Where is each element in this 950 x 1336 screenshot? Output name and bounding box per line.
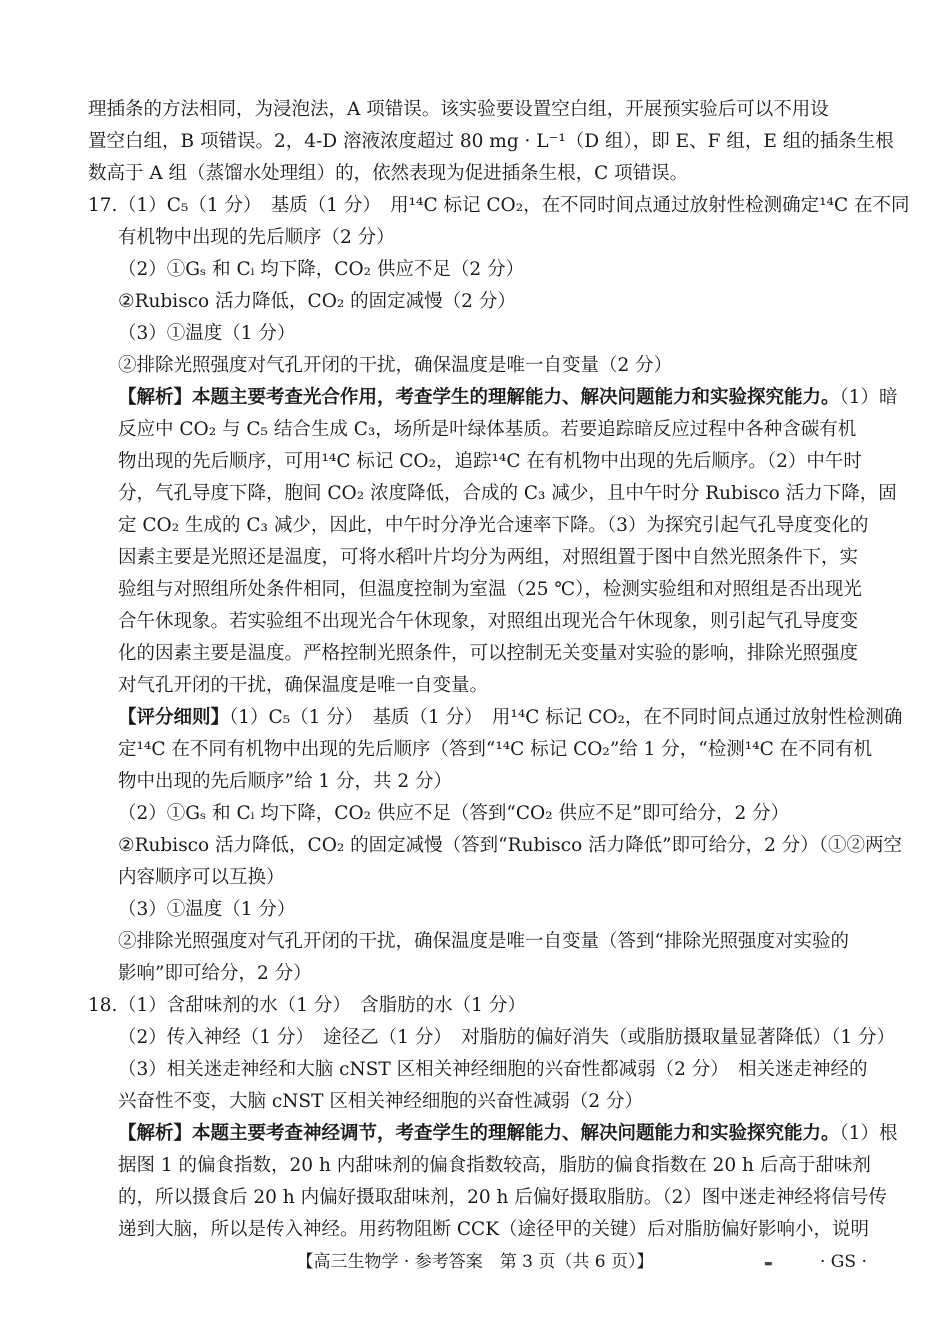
- text-segment: （1）暗: [839, 387, 898, 408]
- text-line: ②排除光照强度对气孔开闭的干扰，确保温度是唯一自变量（答到“排除光照强度对实验的: [118, 931, 849, 952]
- text-line: 因素主要是光照还是温度，可将水稻叶片均分为两组，对照组置于图中自然光照条件下，实: [118, 547, 859, 568]
- page-footer: [0, 1250, 950, 1274]
- text-line: （3）①温度（1 分）: [118, 899, 296, 920]
- text-line: 反应中 CO₂ 与 C₅ 结合生成 C₃，场所是叶绿体基质。若要追踪暗反应过程中各种含碳有机: [118, 419, 857, 440]
- text-line: （2）①Gₛ 和 Cᵢ 均下降，CO₂ 供应不足（2 分）: [118, 259, 525, 280]
- analysis-intro: 本题主要考查光合作用，考查学生的理解能力、解决问题能力和实验探究能力。: [192, 387, 840, 408]
- text-line: ②排除光照强度对气孔开闭的干扰，确保温度是唯一自变量（2 分）: [118, 355, 673, 376]
- text-line: 合午休现象。若实验组不出现光合午休现象，对照组出现光合午休现象，则引起气孔导度变: [118, 611, 859, 632]
- text-line: 化的因素主要是温度。严格控制光照条件，可以控制无关变量对实验的影响，排除光照强度: [118, 643, 859, 664]
- text-segment: （1）C₅（1 分） 基质（1 分） 用¹⁴C 标记 CO₂，在不同时间点通过放射性检测确: [229, 707, 903, 728]
- text-line: 验组与对照组所处条件相同，但温度控制为室温（25 ℃），检测实验组和对照组是否出现光: [118, 579, 862, 600]
- text-line: 内容顺序可以互换）: [118, 867, 285, 888]
- text-line: 置空白组，B 项错误。2，4-D 溶液浓度超过 80 mg · L⁻¹（D 组），即 E、F 组，E 组的插条生根: [88, 131, 894, 152]
- question-17-line: [88, 190, 910, 222]
- text-line: 递到大脑，所以是传入神经。用药物阻断 CCK（途径甲的关键）后对脂肪偏好影响小，说明: [118, 1219, 870, 1240]
- text-line: （3）相关迷走神经和大脑 cNST 区相关神经细胞的兴奋性都减弱（2 分） 相关迷走神经的: [118, 1059, 868, 1080]
- scoring-heading-line: [88, 702, 903, 734]
- scoring-label: 【评分细则】: [118, 707, 230, 728]
- text-line: 据图 1 的偏食指数，20 h 内甜味剂的偏食指数较高，脂肪的偏食指数在 20 h 后高于甜味剂: [118, 1155, 871, 1176]
- question-number: 17.: [88, 195, 118, 216]
- text-line: （1）含甜味剂的水（1 分） 含脂肪的水（1 分）: [118, 995, 526, 1016]
- text-line: ②Rubisco 活力降低，CO₂ 的固定减慢（答到“Rubisco 活力降低”即可给分，2 分）（①②两空: [118, 835, 902, 856]
- text-line: 物出现的先后顺序，可用¹⁴C 标记 CO₂，追踪¹⁴C 在有机物中出现的先后顺序。（2）中午时: [118, 451, 862, 472]
- text-line: （1）C₅（1 分） 基质（1 分） 用¹⁴C 标记 CO₂，在不同时间点通过放射性检测确定¹⁴C 在不同: [118, 195, 910, 216]
- analysis-heading-line: [88, 1118, 898, 1150]
- text-line: 分，气孔导度下降，胞间 CO₂ 浓度降低，合成的 C₃ 减少，且中午时分 Rubisco 活力下降，固: [118, 483, 897, 504]
- text-line: （2）①Gₛ 和 Cᵢ 均下降，CO₂ 供应不足（答到“CO₂ 供应不足”即可给分，2 分）: [118, 803, 790, 824]
- text-line: 对气孔开闭的干扰，确保温度是唯一自变量。: [118, 675, 489, 696]
- question-number: 18.: [88, 995, 118, 1016]
- text-line: 物中出现的先后顺序”给 1 分，共 2 分）: [118, 771, 453, 792]
- text-line: 兴奋性不变，大脑 cNST 区相关神经细胞的兴奋性减弱（2 分）: [118, 1091, 643, 1112]
- text-line: 的，所以摄食后 20 h 内偏好摄取甜味剂，20 h 后偏好摄取脂肪。（2）图中迷走神经将信号传: [118, 1187, 887, 1208]
- question-18-line: [88, 990, 864, 1022]
- footer-code: · GS ·: [820, 1252, 867, 1272]
- text-line: （2）传入神经（1 分） 途径乙（1 分） 对脂肪的偏好消失（或脂肪摄取量显著降低）（1 分）: [118, 1027, 895, 1048]
- text-line: 有机物中出现的先后顺序（2 分）: [118, 227, 395, 248]
- analysis-label: 【解析】: [118, 1123, 193, 1144]
- text-line: ②Rubisco 活力降低，CO₂ 的固定减慢（2 分）: [118, 291, 516, 312]
- text-line: 影响”即可给分，2 分）: [118, 963, 312, 984]
- text-line: 定 CO₂ 生成的 C₃ 减少，因此，中午时分净光合速率下降。（3）为探究引起气孔导度变化的: [118, 515, 869, 536]
- text-line: （3）①温度（1 分）: [118, 323, 296, 344]
- text-segment: （1）根: [839, 1123, 898, 1144]
- text-line: 数高于 A 组（蒸馏水处理组）的，依然表现为促进插条生根，C 项错误。: [88, 163, 689, 184]
- page-body: [88, 94, 910, 1246]
- text-line: 理插条的方法相同，为浸泡法，A 项错误。该实验要设置空白组，开展预实验后可以不用设: [88, 99, 829, 120]
- analysis-heading-line: [88, 382, 898, 414]
- text-line: 定¹⁴C 在不同有机物中出现的先后顺序（答到“¹⁴C 标记 CO₂”给 1 分，“检测¹⁴C 在不同有机: [118, 739, 873, 760]
- footer-mark: ▬: [764, 1259, 773, 1269]
- footer-title: 【高三生物学 · 参考答案 第 3 页（共 6 页）】: [296, 1252, 654, 1272]
- analysis-intro: 本题主要考查神经调节，考查学生的理解能力、解决问题能力和实验探究能力。: [192, 1123, 840, 1144]
- analysis-label: 【解析】: [118, 387, 193, 408]
